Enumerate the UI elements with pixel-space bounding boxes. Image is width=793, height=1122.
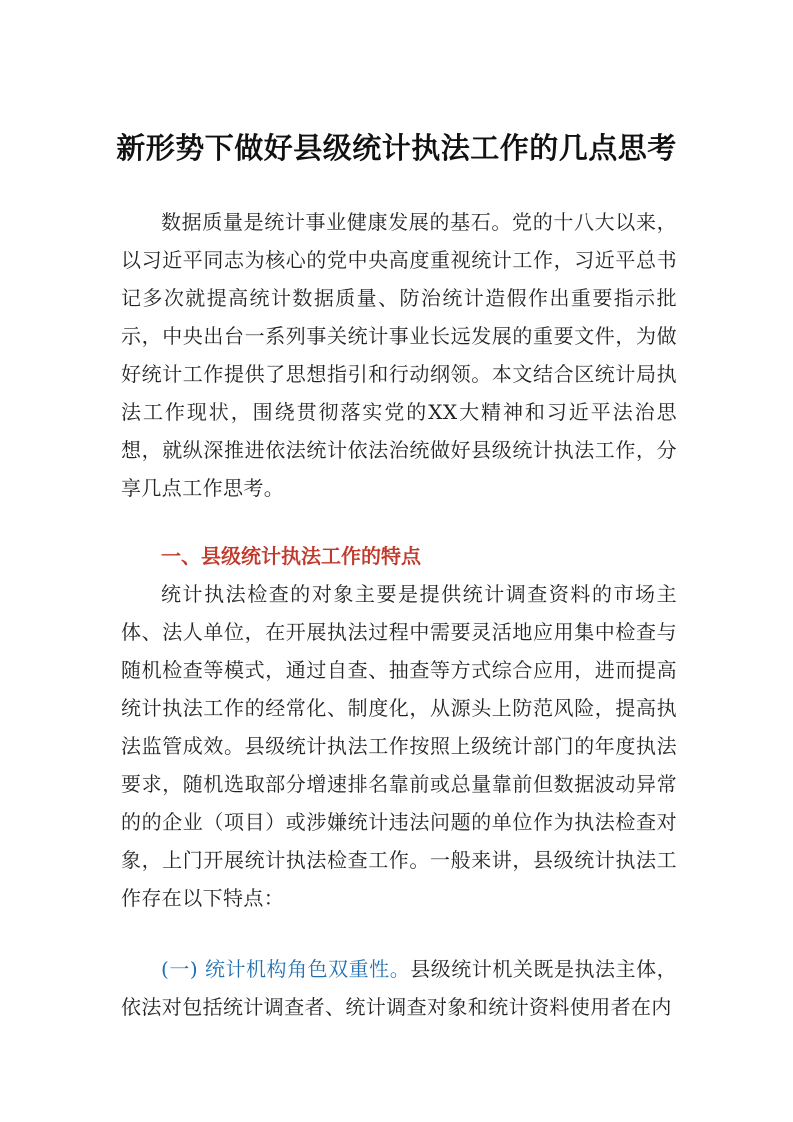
document-title: 新形势下做好县级统计执法工作的几点思考 [116,131,677,165]
intro-section [121,203,677,507]
point1-paragraph [121,950,677,1026]
section1-paragraph: 统计执法检查的对象主要是提供统计调查资料的市场主体、法人单位，在开展执法过程中需要灵活地应用集中检查与随机检查等模式，通过自查、抽查等方式综合应用，进而提高统计执法工作的经常化、制度化，从源头上防范风险，提高执法监管成效。县级统计执法工作按照上级统计部门的年度执法要求，随机选取部分增速排名靠前或总量靠前但数据波动异常的的企业（项目）或涉嫌统计违法问题的单位作为执法检查对象，上门开展统计执法检查工作。一般来讲，县级统计执法工作存在以下特点： [121,582,677,910]
intro-paragraph: 数据质量是统计事业健康发展的基石。党的十八大以来，以习近平同志为核心的党中央高度重视统计工作，习近平总书记多次就提高统计数据质量、防治统计造假作出重要指示批示，中央出台一系列事关统计事业长远发展的重要文件，为做好统计工作提供了思想指引和行动纲领。本文结合区统计局执法工作现状，围绕贯彻落实党的XX大精神和习近平法治思想，就纵深推进依法统计依法治统做好县级统计执法工作，分享几点工作思考。 [121,210,677,500]
point1-section [121,950,677,1026]
point1-subheading: (一) 统计机构角色双重性。 [161,957,411,981]
point1-text: 县级统计机关既是执法主体，依法对包括统计调查者、统计调查对象和统计资料使用者在内 [121,957,677,1019]
section1-body [121,575,677,917]
section-heading-1: 一、县级统计执法工作的特点 [161,544,421,568]
